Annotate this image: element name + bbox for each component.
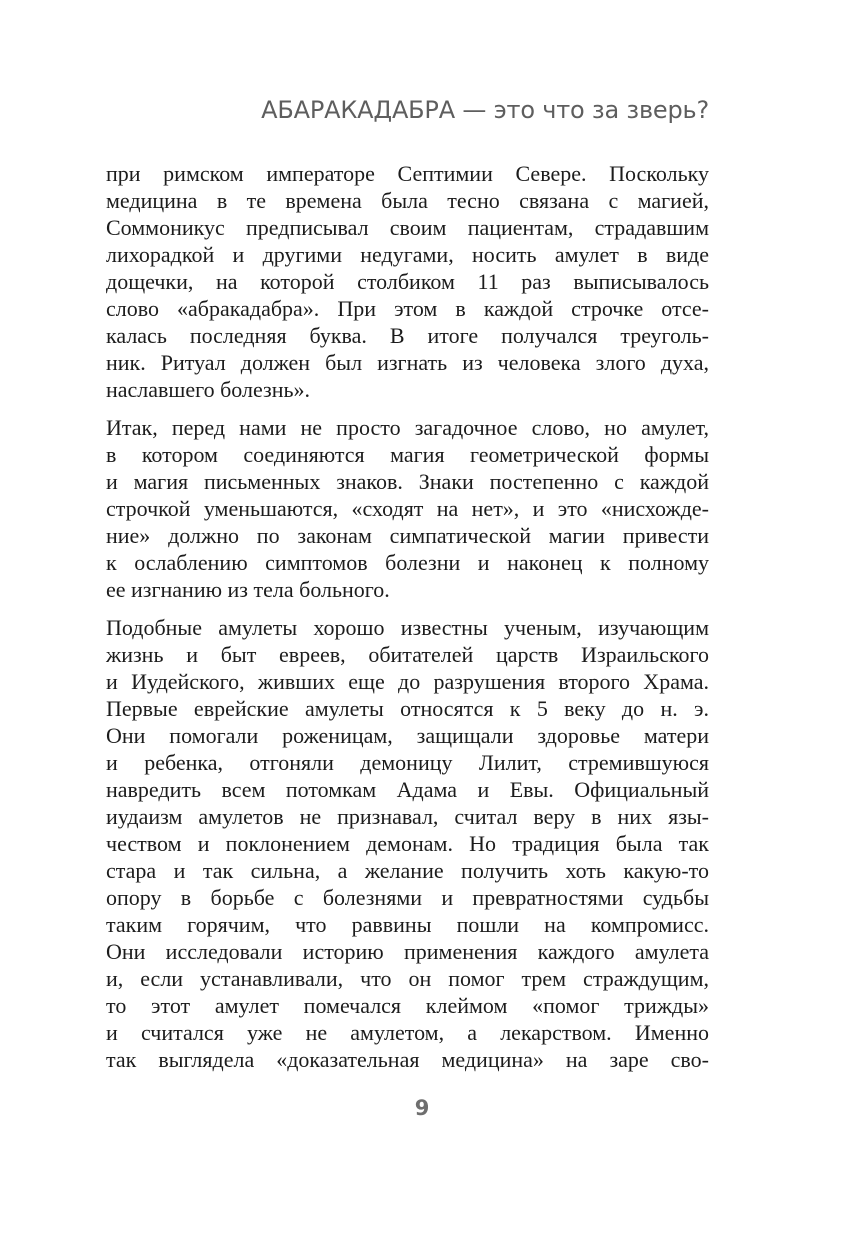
text-line: и считался уже не амулетом, а лекарством. Именно [106,1020,709,1045]
text-line: и ребенка, отгоняли демоницу Лилит, стремившуюся [106,750,709,775]
text-line: в котором соединяются магия геометрической формы [106,442,709,467]
text-line: при римском императоре Септимии Севере. Поскольку [106,161,709,186]
text-line: лихорадкой и другими недугами, носить амулет в виде [106,242,709,267]
text-line: так выглядела «доказательная медицина» на заре сво- [106,1047,709,1072]
text-line: калась последняя буква. В итоге получался треуголь- [106,323,709,348]
text-line: наславшего болезнь». [106,377,311,402]
page-number: 9 [414,1096,430,1120]
text-line: Подобные амулеты хорошо известны ученым, изучающим [106,615,709,640]
text-line: дощечки, на которой столбиком 11 раз выписывалось [106,269,709,294]
text-line: Они помогали роженицам, защищали здоровье матери [106,723,709,748]
text-line: Первые еврейские амулеты относятся к 5 веку до н. э. [106,696,709,721]
text-line: медицина в те времена была тесно связана с магией, [106,188,709,213]
paragraph-1 [106,160,709,403]
text-line: стара и так сильна, а желание получить хоть какую-то [106,858,709,883]
text-line: опору в борьбе с болезнями и превратностями судьбы [106,885,709,910]
text-line: и Иудейского, живших еще до разрушения второго Храма. [106,669,709,694]
text-line: ние» должно по законам симпатической магии привести [106,523,709,548]
body-text [106,160,709,1084]
text-line: Они исследовали историю применения каждого амулета [106,939,709,964]
text-line: к ослаблению симптомов болезни и наконец к полному [106,550,709,575]
text-line: ник. Ритуал должен был изгнать из человека злого духа, [106,350,709,375]
text-line: ее изгнанию из тела больного. [106,577,390,602]
text-line: навредить всем потомкам Адама и Евы. Официальный [106,777,709,802]
text-line: Итак, перед нами не просто загадочное слово, но амулет, [106,415,709,440]
text-line: чеством и поклонением демонам. Но традиция была так [106,831,709,856]
text-line: слово «абракадабра». При этом в каждой строчке отсе- [106,296,709,321]
text-line: то этот амулет помечался клеймом «помог трижды» [106,993,709,1018]
text-line: и магия письменных знаков. Знаки постепенно с каждой [106,469,709,494]
text-line: иудаизм амулетов не признавал, считал веру в них язы- [106,804,709,829]
paragraph-3 [106,614,709,1073]
text-line: жизнь и быт евреев, обитателей царств Израильского [106,642,709,667]
paragraph-2 [106,414,709,603]
text-line: и, если устанавливали, что он помог трем страждущим, [106,966,709,991]
text-line: строчкой уменьшаются, «сходят на нет», и это «нисхожде- [106,496,709,521]
running-head: АБАРАКАДАБРА — это что за зверь? [261,96,709,124]
text-line: таким горячим, что раввины пошли на компромисс. [106,912,709,937]
text-line: Соммоникус предписывал своим пациентам, страдавшим [106,215,709,240]
